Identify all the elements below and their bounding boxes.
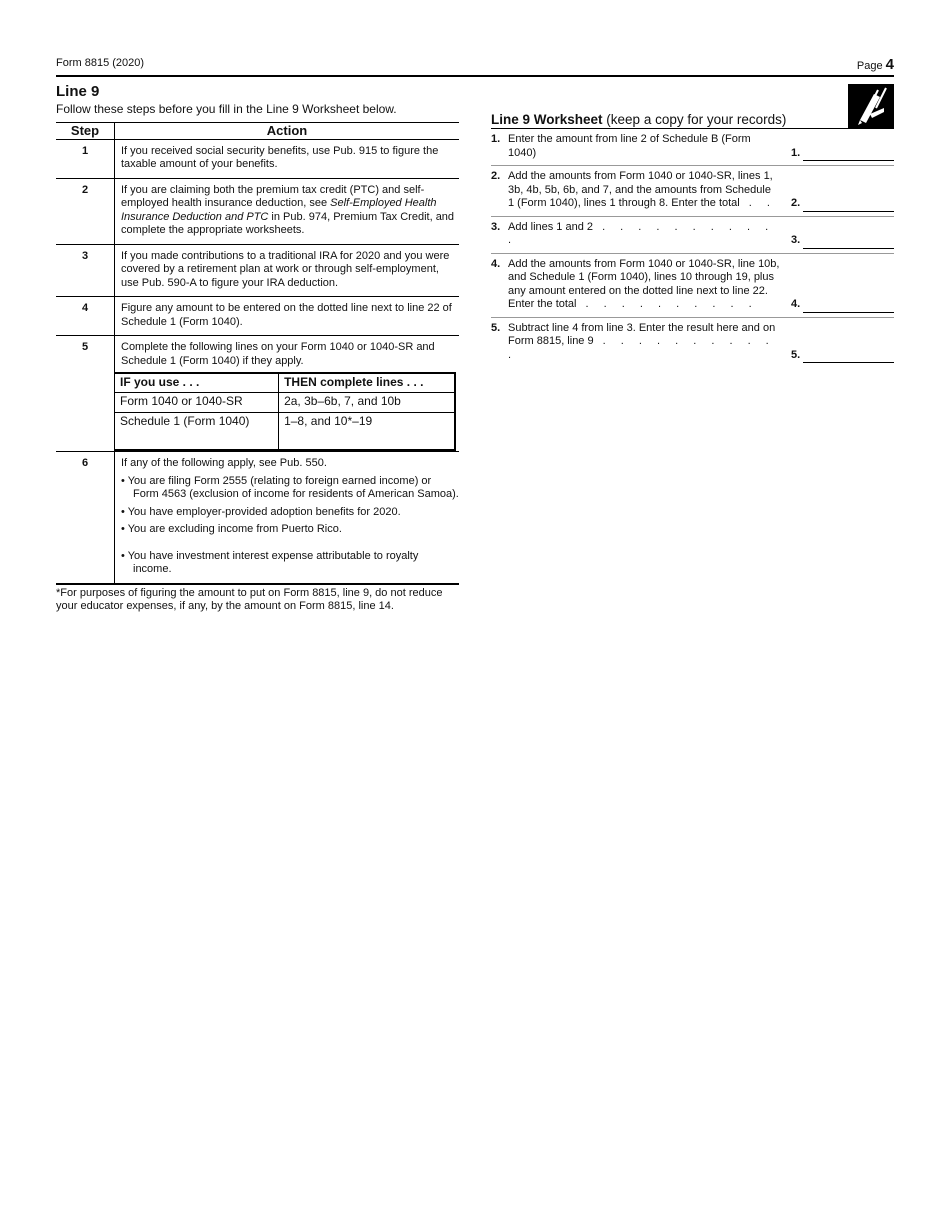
if-header: IF you use . . . xyxy=(115,373,279,392)
list-item: • You have investment interest expense attributable to royalty income. xyxy=(121,549,419,575)
footnote: *For purposes of figuring the amount to put on Form 8815, line 9, do not reduce your educator expenses, if any, by the amount on Form 8815, line 14. xyxy=(56,586,443,612)
line9-worksheet xyxy=(491,84,894,367)
amount-entry-line[interactable] xyxy=(803,210,894,212)
page-header xyxy=(56,56,894,77)
worksheet-line-4: 4. Add the amounts from Form 1040 or 1040-SR, line 10b, and Schedule 1 (Form 1040), lines 10 through 19, plus any amount entered on the dotted line next to line 22. Enter the total . . . . . . . . . . 4. xyxy=(491,254,894,318)
steps-table xyxy=(56,122,459,585)
step-action: Complete the following lines on your Form 1040 or 1040-SR and Schedule 1 (Form 1040) if they apply. IF you use . . . THEN complete lines . . . Form 1040 or 1040-SR 2a, 3b–6b, 7, and 10b Schedule 1 (Form 1040) 1–8, and 10*–19 xyxy=(115,336,460,452)
list-item: • You are filing Form 2555 (relating to foreign earned income) or Form 4563 (exclusion of income for residents of American Samoa). xyxy=(121,474,459,500)
action-column-header: Action xyxy=(115,123,460,140)
lines-table xyxy=(115,372,456,451)
step-number: 3 xyxy=(56,244,115,297)
step-row xyxy=(56,178,459,244)
list-item: • You have employer-provided adoption benefits for 2020. xyxy=(121,505,401,518)
amount-entry-line[interactable] xyxy=(803,311,894,313)
step-column-header: Step xyxy=(56,123,115,140)
worksheet-line-3: 3. Add lines 1 and 2 . . . . . . . . . . . 3. xyxy=(491,217,894,254)
amount-entry-line[interactable] xyxy=(803,159,894,161)
section-title: Line 9 xyxy=(56,83,100,100)
step-action: If any of the following apply, see Pub. 550. • You are filing Form 2555 (relating to foreign earned income) or Form 4563 (exclusion of income for residents of American Samoa). • You have employer-provided adoption benefits for 2020. • You are excluding income from Puerto Rico. • You have investment interest expense attributable to royalty income. xyxy=(115,452,460,584)
amount-entry-line[interactable] xyxy=(803,361,894,363)
step-action: Figure any amount to be entered on the dotted line next to line 22 of Schedule 1 (Form 1040). xyxy=(115,297,460,336)
step-row xyxy=(56,244,459,297)
amount-entry-line[interactable] xyxy=(803,247,894,249)
step-row xyxy=(56,139,459,178)
worksheet-header xyxy=(491,84,894,129)
step-action: If you are claiming both the premium tax credit (PTC) and self-employed health insurance deduction, see Self-Employed Health Insurance Deduction and PTC in Pub. 974, Premium Tax Credit, and complete the appropriate worksheets. xyxy=(115,178,460,244)
page-number: Page 4 xyxy=(856,56,894,73)
step-row xyxy=(56,336,459,452)
worksheet-line-1: 1. Enter the amount from line 2 of Schedule B (Form 1040) 1. xyxy=(491,129,894,166)
step-row xyxy=(56,297,459,336)
worksheet-line-5: 5. Subtract line 4 from line 3. Enter the result here and on Form 8815, line 9 . . . . . . . . . . . 5. xyxy=(491,318,894,368)
step-number: 4 xyxy=(56,297,115,336)
table-row: Form 1040 or 1040-SR 2a, 3b–6b, 7, and 10b xyxy=(115,392,455,413)
section-intro: Follow these steps before you fill in the Line 9 Worksheet below. xyxy=(56,102,397,116)
step-action: If you made contributions to a traditional IRA for 2020 and you were covered by a retirement plan at work or through self-employment, use Pub. 590-A to figure your IRA deduction. xyxy=(115,244,460,297)
pencil-icon xyxy=(848,84,894,128)
table-row: Schedule 1 (Form 1040) 1–8, and 10*–19 xyxy=(115,413,455,451)
step-action: If you received social security benefits, use Pub. 915 to figure the taxable amount of your benefits. xyxy=(115,139,460,178)
step-number: 2 xyxy=(56,178,115,244)
list-item: • You are excluding income from Puerto Rico. xyxy=(121,523,342,535)
steps-header-row xyxy=(56,123,459,140)
step-number: 1 xyxy=(56,139,115,178)
worksheet-title: Line 9 Worksheet (keep a copy for your records) xyxy=(491,112,787,127)
then-header: THEN complete lines . . . xyxy=(279,373,455,392)
line9-instructions xyxy=(56,83,459,614)
step-row xyxy=(56,452,459,584)
form-name: Form 8815 (2020) xyxy=(56,57,145,69)
step-number: 6 xyxy=(56,452,115,584)
worksheet-line-2: 2. Add the amounts from Form 1040 or 1040-SR, lines 1, 3b, 4b, 5b, 6b, and 7, and the amounts from Schedule 1 (Form 1040), lines 1 through 8. Enter the total . . 2. xyxy=(491,166,894,217)
step-number: 5 xyxy=(56,336,115,452)
